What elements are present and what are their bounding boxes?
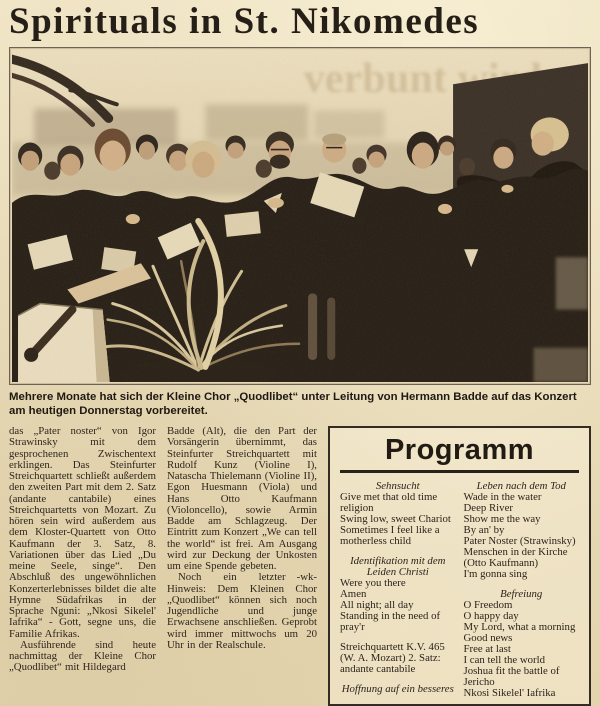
program-song: Wade in the water (463, 491, 542, 504)
program-columns (340, 481, 579, 706)
program-song: I'm gonna sing (463, 568, 528, 581)
program-section-heading: Leben nach dem Tod (476, 480, 566, 493)
program-column-left (340, 481, 456, 706)
program-song: Free at last (463, 643, 511, 656)
program-section-heading: Sehnsucht (375, 480, 420, 493)
program-song: Amen (340, 588, 367, 601)
program-title: Programm (384, 434, 535, 467)
program-song: My Lord, what a morning (463, 621, 576, 634)
program-song: O Freedom (463, 599, 513, 612)
program-section (340, 556, 456, 633)
program-column-right (464, 481, 580, 706)
program-section (340, 642, 456, 675)
program-song: O happy day (463, 610, 519, 623)
program-section (340, 481, 456, 547)
program-song: Standing in the need of pray'r (340, 610, 441, 634)
article-paragraph: das „Pater noster“ von Igor Strawinsky mit dem gesprochenen Zwischentext erklingen. Das Steinfurter Streichquartett schließt außerdem den zweiten Part mit dem 2. Satz (andante cantabile) eines Streichquartetts von Mozart. Zu hören sein wird außerdem aus dem Kloster-Quartett von Otto Kaufmann der 3. Satz, 8. Variationen über das Lied „Du meine Seele, singe“. Den Abschluß des ungewöhnlichen Konzerterlebnisses bildet die alte Hymne Südafrikas in der Sprache Nguni: „Nkosi Sikelel' Iafrika“ - Gott, segne uns, die Familie Afrikas. (9, 425, 156, 640)
program-song: Sometimes I feel like a motherless child (340, 524, 440, 548)
article-paragraph-text: Noch ein letzter Hinweis: Dem Kleinen Chor „Quodlibet“ können sich noch Jugendliche und junge Erwachsene anschließen. Geprobt wird immer mittwochs um 20 Uhr in der Realschule. (167, 571, 317, 651)
choir-photo (12, 50, 588, 382)
article-paragraph: Badde (Alt), die den Part der Vorsängerin übernimmt, das Steinfurter Streichquartett mit Rudolf Kunz (Violine I), Natascha Thielemann (Violine II), Egon Huesmann (Viola) und Hans Otto Kaufmann (Violoncello), sowie Armin Badde am Schlagzeug. Der Eintritt zum Konzert „We can tell the world“ ist frei. Am Ausgang wird zur Deckung der Unkosten um eine Spende gebeten. (167, 425, 317, 573)
article-headline: Spirituals in St. Nikomedes (9, 1, 480, 42)
program-song: Good news (463, 632, 513, 645)
program-song: Streichquartett K.V. 465 (W. A. Mozart) 2. Satz: andante cantabile (340, 641, 445, 676)
photo-caption: Mehrere Monate hat sich der Kleine Chor „Quodlibet“ unter Leitung von Hermann Badde auf das Konzert am heutigen Donnerstag vorbereitet. (9, 390, 577, 418)
article-body (9, 426, 591, 706)
program-song: Give met that old time religion (340, 491, 438, 515)
program-section (464, 481, 580, 580)
photo-frame (9, 47, 591, 385)
program-song: Joshua fit the battle of Jericho (463, 665, 560, 689)
halftone-grain (12, 50, 588, 382)
program-section-heading: Hoffnung auf ein besseres (341, 683, 454, 696)
program-song: I can tell the world (463, 654, 546, 667)
article-column-1 (9, 426, 156, 674)
program-song: All night; all day (340, 599, 414, 612)
program-song: Swing low, sweet Chariot (340, 513, 451, 526)
program-section-heading: Befreiung (500, 588, 543, 601)
program-song: Nkosi Sikelel' Iafrika (463, 687, 556, 700)
program-song: Deep River (463, 502, 513, 515)
program-section (340, 684, 456, 695)
author-byline: -wk- (296, 571, 317, 584)
article-paragraph (167, 572, 317, 651)
program-box (328, 426, 591, 706)
program-section-heading: Identifikation mit dem Leiden Christi (350, 555, 446, 579)
program-song: Menschen in der Kirche (Otto Kaufmann) (463, 546, 568, 570)
program-song: Were you there (340, 577, 406, 590)
program-section (464, 589, 580, 699)
article-paragraph: Ausführende sind heute nachmittag der Kleine Chor „Quodlibet“ mit Hildegard (9, 638, 156, 674)
program-song: Pater Noster (Strawinsky) (463, 535, 576, 548)
program-title-rule (340, 470, 579, 473)
program-song: Show me the way (463, 513, 541, 526)
program-song: By an' by (463, 524, 505, 537)
article-column-2 (167, 426, 317, 651)
